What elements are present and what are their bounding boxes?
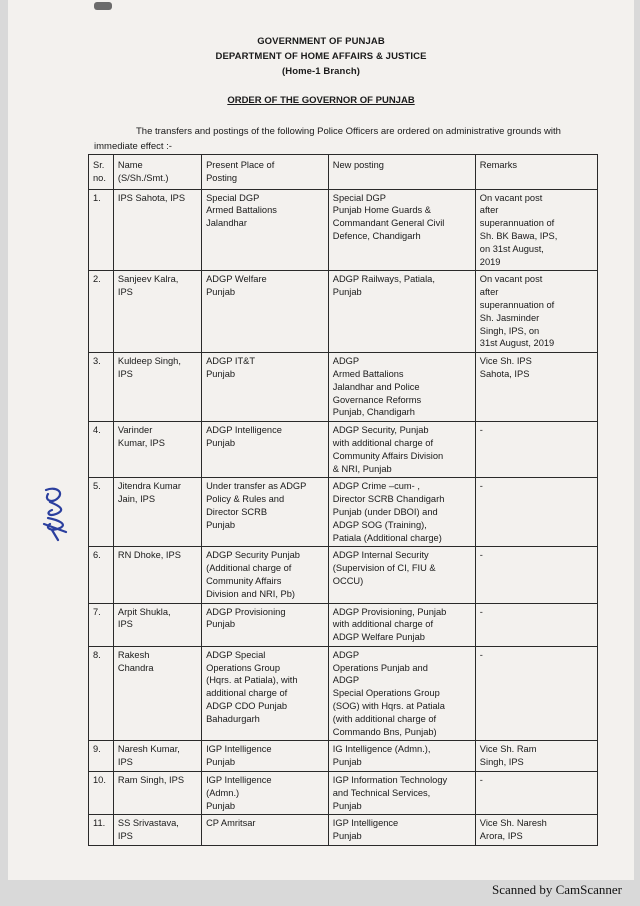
cell-new-posting: IG Intelligence (Admn.), Punjab	[328, 741, 475, 772]
header-branch: (Home-1 Branch)	[281, 66, 361, 77]
cell-remarks: Vice Sh. Ram Singh, IPS	[475, 741, 597, 772]
cell-remarks: Vice Sh. IPS Sahota, IPS	[475, 353, 597, 422]
document-page	[8, 0, 634, 880]
cell-sr-no: 9.	[89, 741, 114, 772]
cell-name: Naresh Kumar, IPS	[113, 741, 201, 772]
intro-paragraph: The transfers and postings of the following Police Officers are ordered on administrative grounds with immediate effect :-	[94, 126, 561, 152]
table-row	[89, 422, 598, 478]
cell-sr-no: 6.	[89, 547, 114, 603]
cell-present-posting: IGP Intelligence (Admn.) Punjab	[202, 772, 329, 815]
cell-present-posting: ADGP Special Operations Group (Hqrs. at Patiala), with additional charge of ADGP CDO Punjab Bahadurgarh	[202, 646, 329, 741]
cell-remarks: -	[475, 772, 597, 815]
cell-new-posting: ADGP Internal Security (Supervision of CI, FIU & OCCU)	[328, 547, 475, 603]
cell-present-posting: CP Amritsar	[202, 815, 329, 846]
cell-remarks: -	[475, 646, 597, 741]
cell-sr-no: 1.	[89, 189, 114, 271]
table-header-row	[89, 155, 598, 190]
cell-remarks: -	[475, 603, 597, 646]
table-row	[89, 772, 598, 815]
table-row	[89, 189, 598, 271]
cell-new-posting: ADGP Railways, Patiala, Punjab	[328, 271, 475, 353]
header-present-posting: Present Place of Posting	[202, 155, 329, 190]
cell-sr-no: 11.	[89, 815, 114, 846]
cell-name: SS Srivastava, IPS	[113, 815, 201, 846]
cell-name: Sanjeev Kalra, IPS	[113, 271, 201, 353]
punch-hole-mark	[94, 2, 112, 10]
cell-name: IPS Sahota, IPS	[113, 189, 201, 271]
table-row	[89, 603, 598, 646]
cell-sr-no: 8.	[89, 646, 114, 741]
table-row	[89, 815, 598, 846]
cell-sr-no: 3.	[89, 353, 114, 422]
cell-present-posting: ADGP Intelligence Punjab	[202, 422, 329, 478]
cell-new-posting: ADGP Crime –cum- , Director SCRB Chandigarh Punjab (under DBOI) and ADGP SOG (Training), Patiala (Additional charge)	[328, 478, 475, 547]
cell-new-posting: ADGP Operations Punjab and ADGP Special Operations Group (SOG) with Hqrs. at Patiala (with additional charge of Commando Bns, Punjab)	[328, 646, 475, 741]
header-department: DEPARTMENT OF HOME AFFAIRS & JUSTICE	[215, 51, 427, 62]
postings-table	[88, 154, 598, 846]
cell-remarks: Vice Sh. Naresh Arora, IPS	[475, 815, 597, 846]
table-row	[89, 271, 598, 353]
cell-new-posting: ADGP Provisioning, Punjab with additional charge of ADGP Welfare Punjab	[328, 603, 475, 646]
cell-name: Arpit Shukla, IPS	[113, 603, 201, 646]
cell-remarks: On vacant post after superannuation of Sh. Jasminder Singh, IPS, on 31st August, 2019	[475, 271, 597, 353]
cell-name: Ram Singh, IPS	[113, 772, 201, 815]
cell-present-posting: ADGP Provisioning Punjab	[202, 603, 329, 646]
table-row	[89, 547, 598, 603]
cell-new-posting: Special DGP Punjab Home Guards & Commandant General Civil Defence, Chandigarh	[328, 189, 475, 271]
cell-sr-no: 10.	[89, 772, 114, 815]
cell-present-posting: ADGP Welfare Punjab	[202, 271, 329, 353]
cell-remarks: -	[475, 547, 597, 603]
header-remarks: Remarks	[475, 155, 597, 190]
order-title: ORDER OF THE GOVERNOR OF PUNJAB	[227, 95, 415, 106]
cell-sr-no: 7.	[89, 603, 114, 646]
cell-remarks: On vacant post after superannuation of Sh. BK Bawa, IPS, on 31st August, 2019	[475, 189, 597, 271]
table-row	[89, 478, 598, 547]
cell-name: RN Dhoke, IPS	[113, 547, 201, 603]
cell-sr-no: 4.	[89, 422, 114, 478]
handwritten-signature	[38, 484, 74, 542]
cell-new-posting: IGP Information Technology and Technical Services, Punjab	[328, 772, 475, 815]
cell-name: Varinder Kumar, IPS	[113, 422, 201, 478]
table-row	[89, 741, 598, 772]
header-sr-no: Sr. no.	[89, 155, 114, 190]
cell-present-posting: IGP Intelligence Punjab	[202, 741, 329, 772]
cell-sr-no: 5.	[89, 478, 114, 547]
cell-present-posting: Special DGP Armed Battalions Jalandhar	[202, 189, 329, 271]
cell-remarks: -	[475, 478, 597, 547]
header-new-posting: New posting	[328, 155, 475, 190]
table-row	[89, 646, 598, 741]
cell-remarks: -	[475, 422, 597, 478]
cell-present-posting: Under transfer as ADGP Policy & Rules and Director SCRB Punjab	[202, 478, 329, 547]
cell-new-posting: ADGP Armed Battalions Jalandhar and Police Governance Reforms Punjab, Chandigarh	[328, 353, 475, 422]
table-row	[89, 353, 598, 422]
scanner-watermark: Scanned by CamScanner	[492, 882, 622, 897]
cell-name: Rakesh Chandra	[113, 646, 201, 741]
header-name: Name (S/Sh./Smt.)	[113, 155, 201, 190]
cell-sr-no: 2.	[89, 271, 114, 353]
cell-new-posting: ADGP Security, Punjab with additional charge of Community Affairs Division & NRI, Punjab	[328, 422, 475, 478]
cell-new-posting: IGP Intelligence Punjab	[328, 815, 475, 846]
cell-name: Jitendra Kumar Jain, IPS	[113, 478, 201, 547]
cell-present-posting: ADGP IT&T Punjab	[202, 353, 329, 422]
cell-present-posting: ADGP Security Punjab (Additional charge of Community Affairs Division and NRI, Pb)	[202, 547, 329, 603]
cell-name: Kuldeep Singh, IPS	[113, 353, 201, 422]
header-government: GOVERNMENT OF PUNJAB	[257, 36, 385, 47]
